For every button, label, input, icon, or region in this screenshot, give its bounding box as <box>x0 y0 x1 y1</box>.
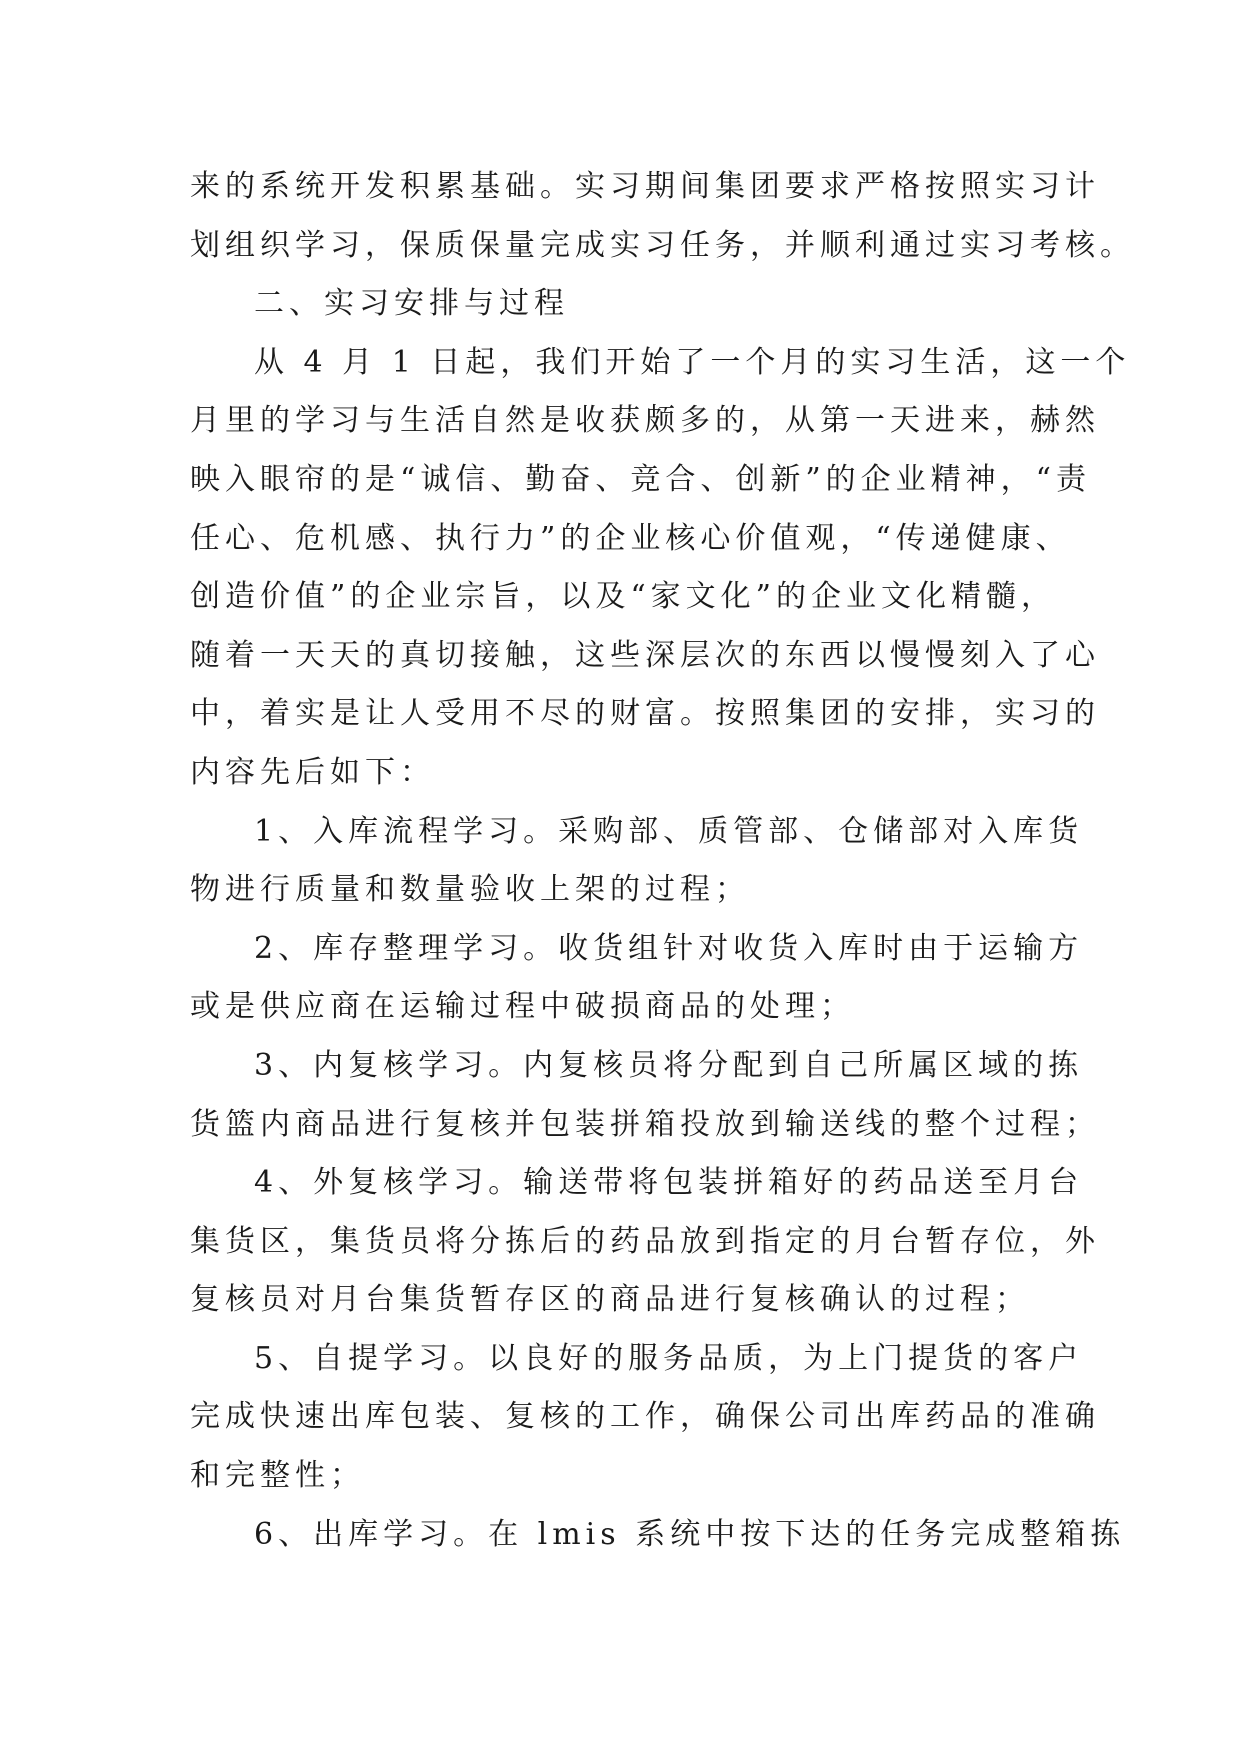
list-item-6: 6、出库学习。在 lmis 系统中按下达的任务完成整箱拣 <box>254 1516 1126 1552</box>
list-item-4-cont-1: 集货区，集货员将分拣后的药品放到指定的月台暂存位，外 <box>190 1223 1100 1259</box>
text-line-11: 内容先后如下： <box>190 754 435 790</box>
section-heading: 二、实习安排与过程 <box>254 286 569 322</box>
list-item-4-cont-2: 复核员对月台集货暂存区的商品进行复核确认的过程； <box>190 1282 1030 1318</box>
text-line-2: 划组织学习，保质保量完成实习任务，并顺利通过实习考核。 <box>190 227 1135 263</box>
list-item-3-cont: 货篮内商品进行复核并包装拼箱投放到输送线的整个过程； <box>190 1106 1100 1142</box>
list-item-4: 4、外复核学习。输送带将包装拼箱好的药品送至月台 <box>254 1165 1084 1201</box>
list-item-5-cont-2: 和完整性； <box>190 1458 365 1494</box>
text-line-1: 来的系统开发积累基础。实习期间集团要求严格按照实习计 <box>190 169 1100 204</box>
list-item-5-cont-1: 完成快速出库包装、复核的工作，确保公司出库药品的准确 <box>190 1399 1100 1435</box>
list-item-1: 1、入库流程学习。采购部、质管部、仓储部对入库货 <box>254 813 1084 849</box>
text-line-4: 从 4 月 1 日起，我们开始了一个月的实习生活，这一个 <box>254 344 1131 380</box>
text-line-10: 中，着实是让人受用不尽的财富。按照集团的安排，实习的 <box>190 696 1100 732</box>
list-item-1-cont: 物进行质量和数量验收上架的过程； <box>190 872 750 908</box>
text-line-8: 创造价值”的企业宗旨，以及“家文化”的企业文化精髓， <box>190 579 1057 615</box>
list-item-5: 5、自提学习。以良好的服务品质，为上门提货的客户 <box>254 1340 1084 1376</box>
list-item-2-cont: 或是供应商在运输过程中破损商品的处理； <box>190 989 855 1025</box>
text-line-6: 映入眼帘的是“诚信、勤奋、竞合、创新”的企业精神，“责 <box>190 461 1092 497</box>
list-item-2: 2、库存整理学习。收货组针对收货入库时由于运输方 <box>254 930 1084 966</box>
list-item-3: 3、内复核学习。内复核员将分配到自己所属区域的拣 <box>254 1047 1084 1083</box>
text-line-5: 月里的学习与生活自然是收获颇多的，从第一天进来，赫然 <box>190 403 1100 439</box>
text-line-7: 任心、危机感、执行力”的企业核心价值观，“传递健康、 <box>190 520 1071 556</box>
text-line-9: 随着一天天的真切接触，这些深层次的东西以慢慢刻入了心 <box>190 637 1100 673</box>
document-body <box>190 158 1135 1564</box>
